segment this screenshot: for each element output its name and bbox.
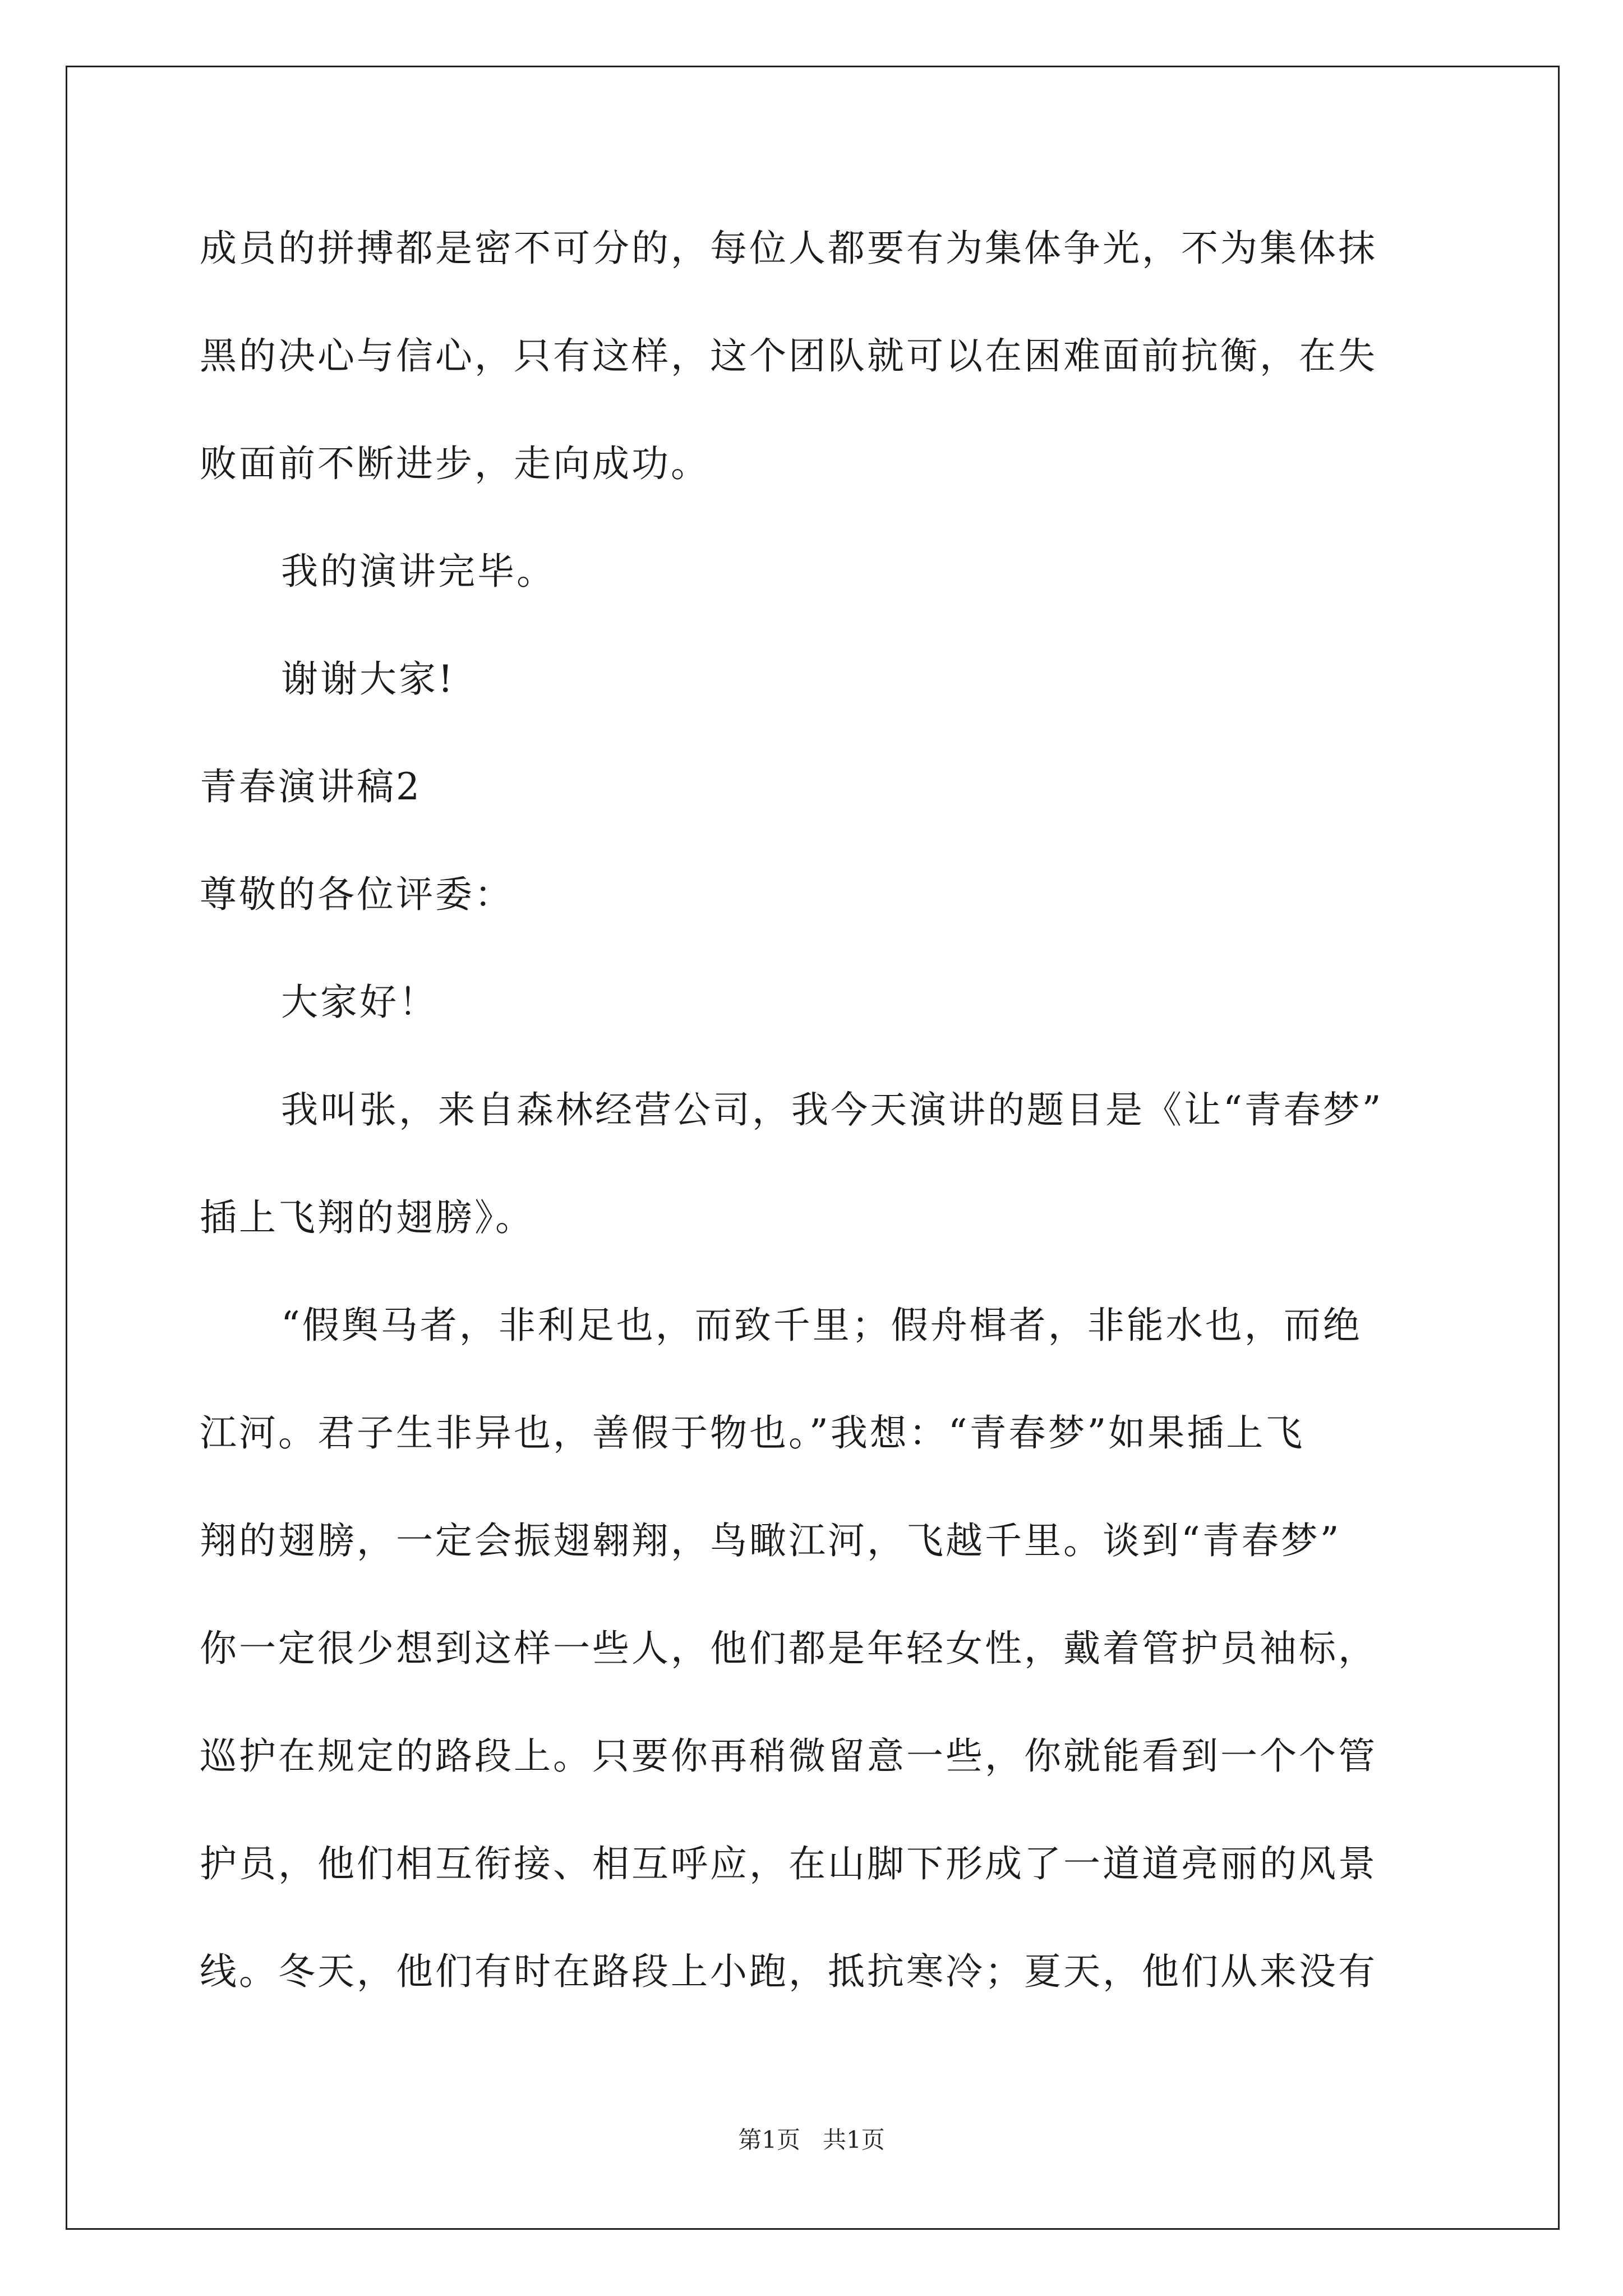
paragraph-line: 黑的决心与信心，只有这样，这个团队就可以在困难面前抗衡，在失 [200, 334, 1377, 378]
paragraph-line: 线。冬天，他们有时在路段上小跑，抵抗寒冷；夏天，他们从来没有 [200, 1950, 1377, 1993]
paragraph-line: “假舆马者，非利足也，而致千里；假舟楫者，非能水也，而绝 [281, 1304, 1362, 1347]
paragraph-line: 翔的翅膀，一定会振翅翱翔，鸟瞰江河，飞越千里。谈到“青春梦” [200, 1519, 1341, 1562]
paragraph-line: 我叫张，来自森林经营公司，我今天演讲的题目是《让“青春梦” [281, 1088, 1384, 1131]
paragraph-line: 成员的拼搏都是密不可分的，每位人都要有为集体争光，不为集体抹 [200, 227, 1377, 270]
salutation-line: 尊敬的各位评委： [200, 873, 514, 916]
paragraph-line: 插上飞翔的翅膀》。 [200, 1196, 534, 1239]
paragraph-line: 你一定很少想到这样一些人，他们都是年轻女性，戴着管护员袖标， [200, 1627, 1377, 1670]
paragraph-line: 护员，他们相互衔接、相互呼应，在山脚下形成了一道道亮丽的风景 [200, 1842, 1377, 1885]
paragraph-line: 江河。君子生非异也，善假于物也。”我想：“青春梦”如果插上飞 [200, 1411, 1305, 1455]
greeting-line: 大家好！ [281, 981, 438, 1024]
page-border [66, 66, 1560, 2230]
paragraph-line: 巡护在规定的路段上。只要你再稍微留意一些，你就能看到一个个管 [200, 1734, 1377, 1778]
paragraph-line: 败面前不断进步，走向成功。 [200, 442, 710, 485]
closing-line: 我的演讲完毕。 [281, 550, 556, 593]
section-heading: 青春演讲稿2 [200, 765, 422, 808]
thanks-line: 谢谢大家! [281, 657, 455, 701]
page-number-footer: 第1页 共1页 [738, 2126, 885, 2154]
